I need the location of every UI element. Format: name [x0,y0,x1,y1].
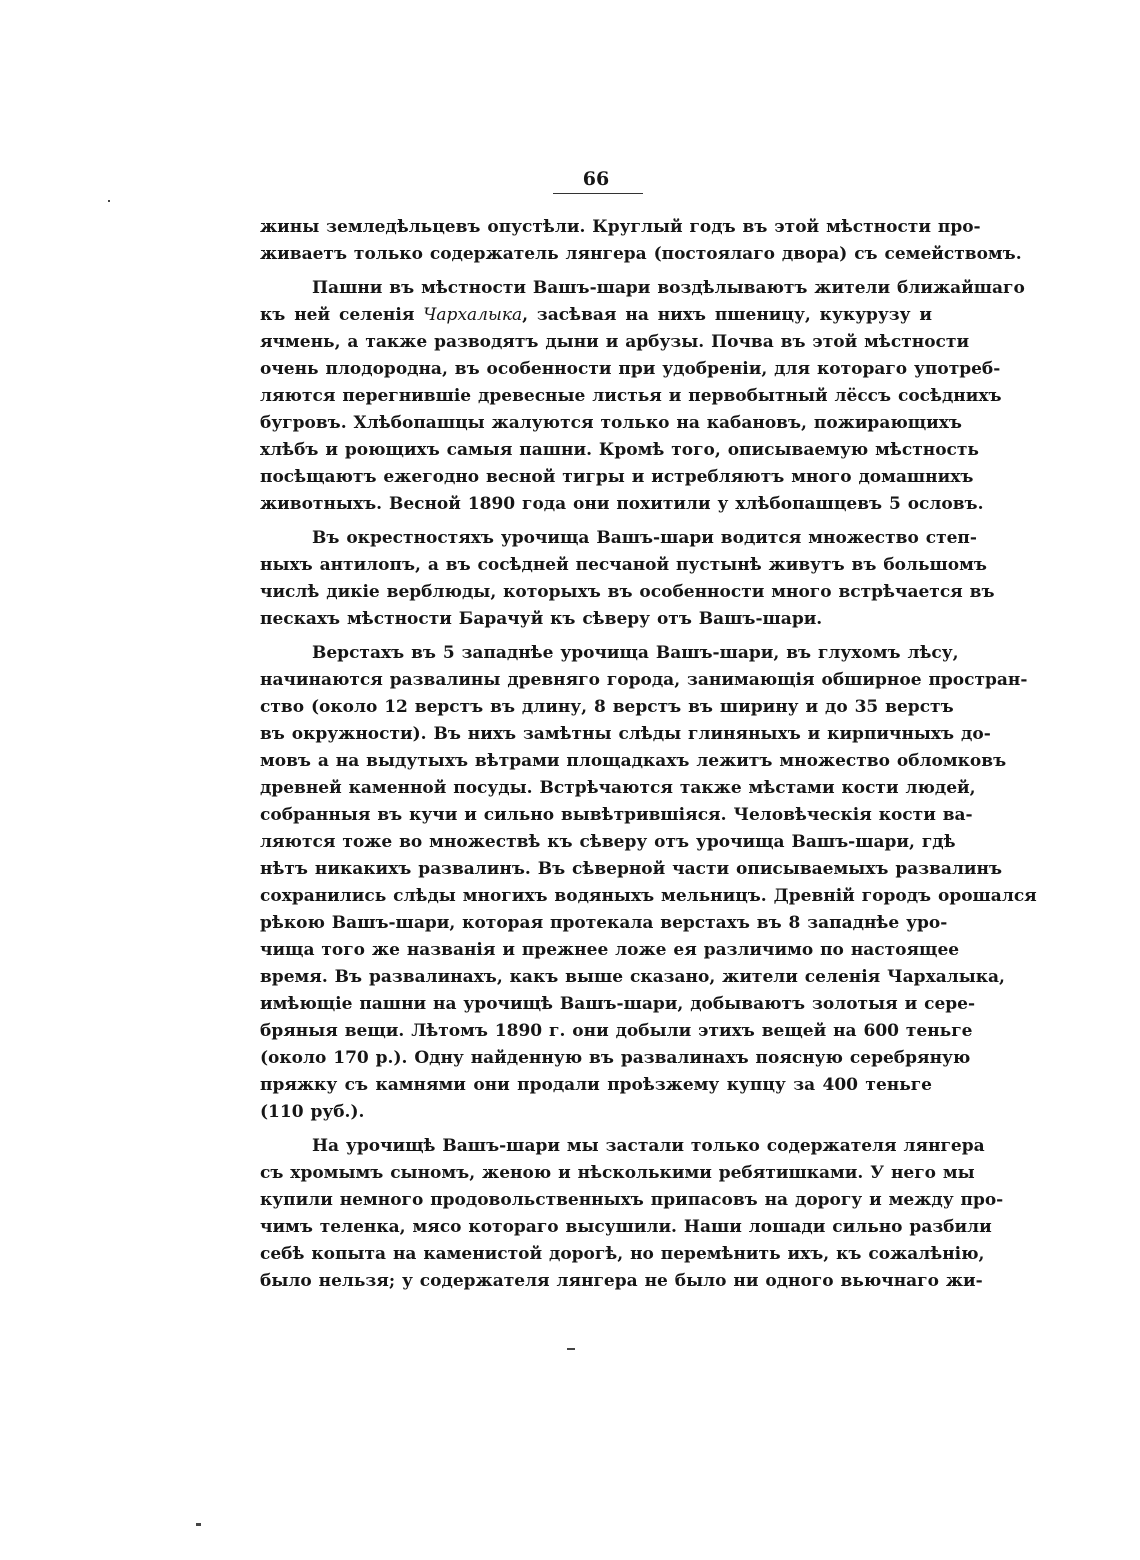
text-line: рѣкою Вашъ-шари, которая протекала верстахъ въ 8 западнѣе уро- [260,913,948,933]
text-line: живаетъ только содержатель лянгера (постоялаго двора) съ семействомъ. [260,244,1022,264]
text-line: Пашни въ мѣстности Вашъ-шари воздѣлываютъ жители ближайшаго [312,278,1025,298]
text-line: было нельзя; у содержателя лянгера не было ни одного вьючнаго жи- [260,1271,983,1291]
text-line: ляются тоже во множествѣ къ сѣверу отъ урочища Вашъ-шари, гдѣ [260,832,956,852]
scan-speck [196,1523,201,1526]
page-number-rule [553,193,643,194]
text-line: Въ окрестностяхъ урочища Вашъ-шари водится множество степ- [312,528,977,548]
text-line: ляются перегнившіе древесные листья и первобытный лёссъ сосѣднихъ [260,386,1002,406]
text-line: очень плодородна, въ особенности при удобреніи, для котораго употреб- [260,359,1001,379]
text-line: хлѣбъ и роющихъ самыя пашни. Кромѣ того, описываемую мѣстность [260,440,979,460]
text-line: себѣ копыта на каменистой дорогѣ, но перемѣнить ихъ, къ сожалѣнію, [260,1244,985,1264]
text-line: бряныя вещи. Лѣтомъ 1890 г. они добыли этихъ вещей на 600 теньге [260,1021,973,1041]
text-line: жины земледѣльцевъ опустѣли. Круглый годъ въ этой мѣстности про- [260,217,981,237]
text-line: посѣщаютъ ежегодно весной тигры и истребляютъ много домашнихъ [260,467,974,487]
text-line: купили немного продовольственныхъ припасовъ на дорогу и между про- [260,1190,1004,1210]
text-line: собранныя въ кучи и сильно вывѣтрившіяся. Человѣческія кости ва- [260,805,973,825]
text-line: въ окружности). Въ нихъ замѣтны слѣды глиняныхъ и кирпичныхъ до- [260,724,991,744]
text-line: Верстахъ въ 5 западнѣе урочища Вашъ-шари, въ глухомъ лѣсу, [312,643,959,663]
text-line: пескахъ мѣстности Барачуй къ сѣверу отъ Вашъ-шари. [260,609,823,629]
italic-place-name: Чархалыка [423,305,523,325]
scan-speck [567,1348,575,1350]
text-line: сохранились слѣды многихъ водяныхъ мельницъ. Древній городъ орошался [260,886,1037,906]
scan-speck [108,200,110,202]
text-line: (около 170 р.). Одну найденную въ развалинахъ поясную серебряную [260,1048,971,1068]
text-line: числѣ дикіе верблюды, которыхъ въ особенности много встрѣчается въ [260,582,995,602]
body-text [260,214,1037,1295]
text-line: На урочищѣ Вашъ-шари мы застали только содержателя лянгера [312,1136,985,1156]
text-line: къ ней селенія Чархалыка, засѣвая на нихъ пшеницу, кукурузу и [260,305,932,325]
text-line: пряжку съ камнями они продали проѣзжему купцу за 400 теньге [260,1075,932,1095]
text-line: время. Въ развалинахъ, какъ выше сказано, жители селенія Чархалыка, [260,967,1005,987]
text-line: бугровъ. Хлѣбопашцы жалуются только на кабановъ, пожирающихъ [260,413,962,433]
text-line: нѣтъ никакихъ развалинъ. Въ сѣверной части описываемыхъ развалинъ [260,859,1003,879]
text-line: мовъ а на выдутыхъ вѣтрами площадкахъ лежитъ множество обломковъ [260,751,1007,771]
text-line: (110 руб.). [260,1102,365,1122]
text-line: ячмень, а также разводятъ дыни и арбузы. Почва въ этой мѣстности [260,332,970,352]
text-line: имѣющіе пашни на урочищѣ Вашъ-шари, добываютъ золотыя и сере- [260,994,976,1014]
text-line: ныхъ антилопъ, а въ сосѣдней песчаной пустынѣ живутъ въ большомъ [260,555,987,575]
text-line: съ хромымъ сыномъ, женою и нѣсколькими ребятишками. У него мы [260,1163,975,1183]
text-line: чимъ теленка, мясо котораго высушили. Наши лошади сильно разбили [260,1217,992,1237]
text-line: начинаются развалины древняго города, занимающія обширное простран- [260,670,1028,690]
text-line: древней каменной посуды. Встрѣчаются также мѣстами кости людей, [260,778,976,798]
text-line: животныхъ. Весной 1890 года они похитили у хлѣбопашцевъ 5 ословъ. [260,494,984,514]
text-line: чища того же названія и прежнее ложе ея различимо по настоящее [260,940,960,960]
text-line: ство (около 12 верстъ въ длину, 8 верстъ въ ширину и до 35 верстъ [260,697,954,717]
page-number: 66 [582,168,610,190]
